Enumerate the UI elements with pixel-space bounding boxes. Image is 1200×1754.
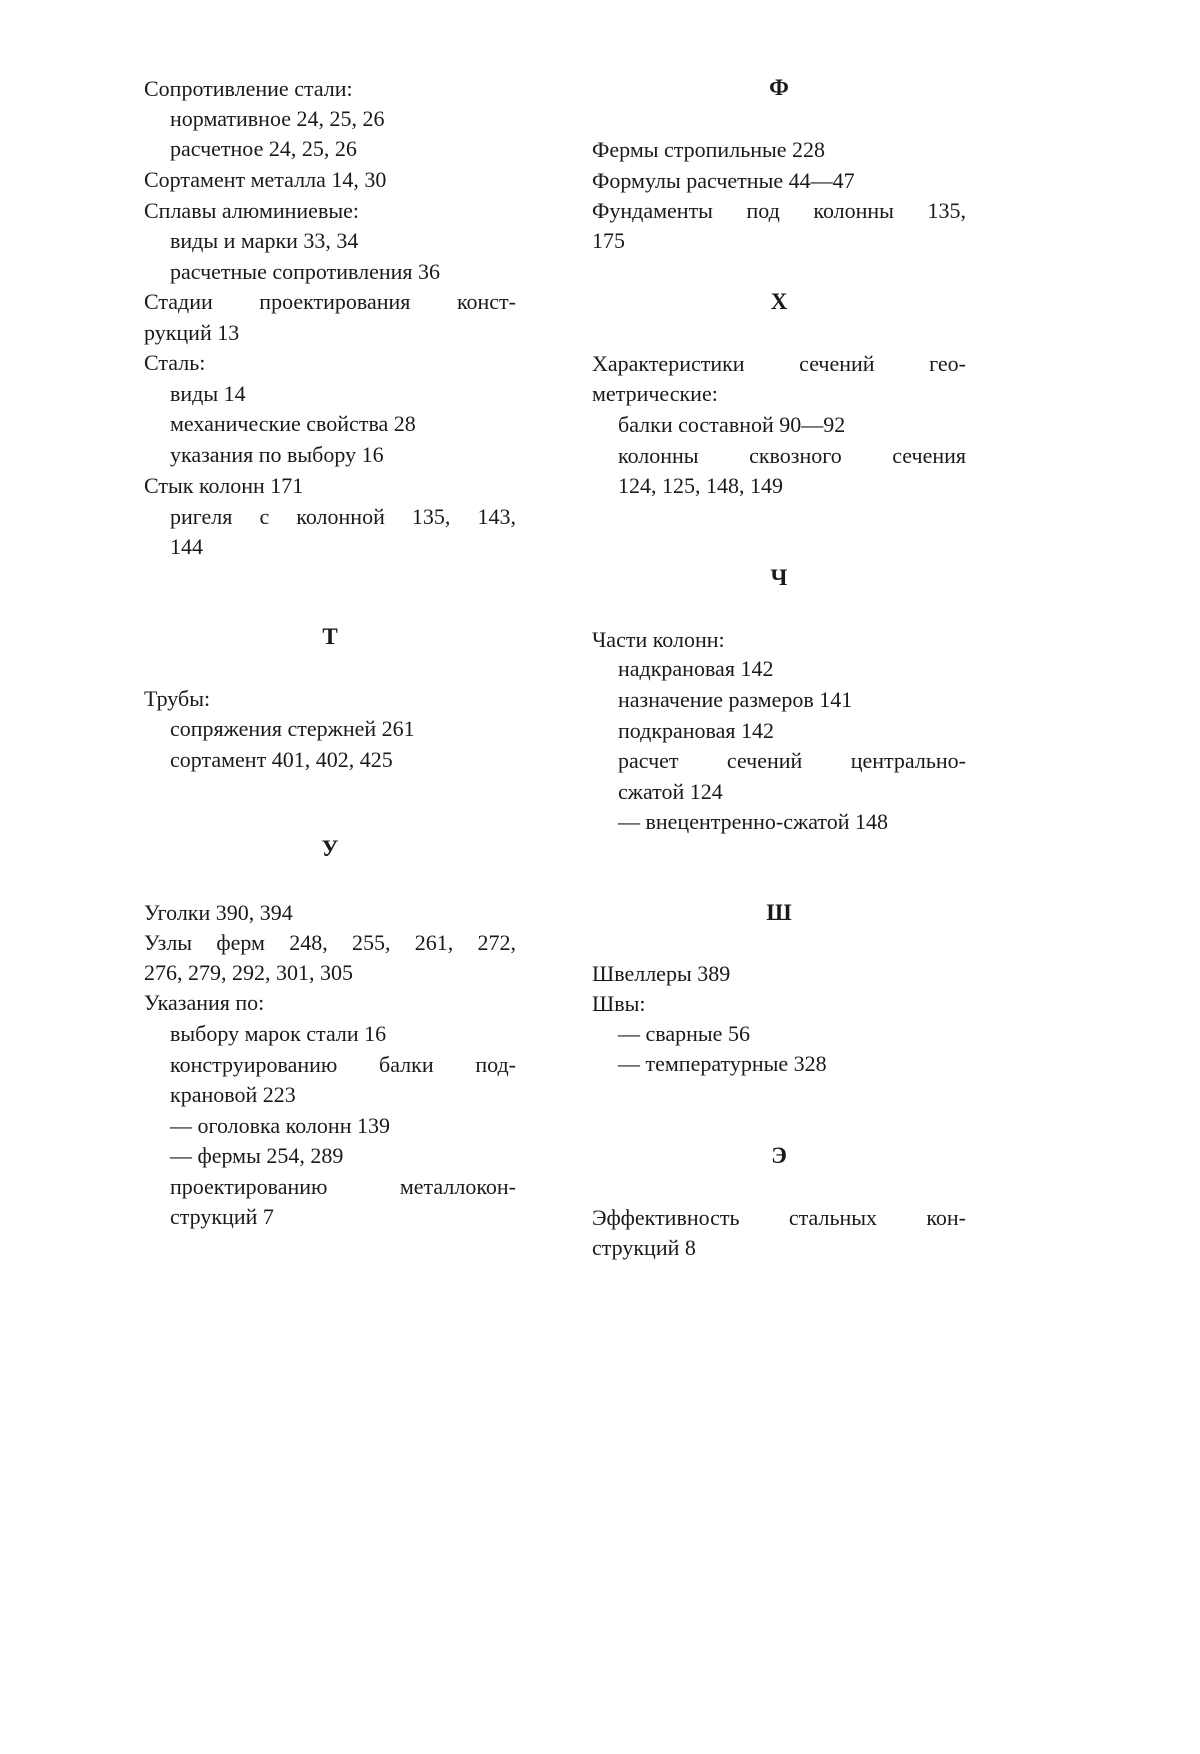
index-subentry: — внецентренно-сжатой 148 xyxy=(618,809,889,834)
index-subentry: колонны сквозного сечения xyxy=(618,443,966,468)
index-subentry: расчет сечений центрально- xyxy=(618,748,966,773)
index-subentry: нормативное 24, 25, 26 xyxy=(170,106,385,131)
index-entry-continuation: рукций 13 xyxy=(144,320,240,345)
index-subentry: виды и марки 33, 34 xyxy=(170,228,359,253)
index-entry: Сопротивление стали: xyxy=(144,76,353,101)
index-entry: Части колонн: xyxy=(592,627,725,652)
index-subentry: сортамент 401, 402, 425 xyxy=(170,747,393,772)
index-subentry: расчетное 24, 25, 26 xyxy=(170,136,357,161)
index-subentry: — сварные 56 xyxy=(618,1021,750,1046)
index-entry: Сталь: xyxy=(144,350,206,375)
index-subentry-continuation: струкций 7 xyxy=(170,1204,274,1229)
index-entry: Уголки 390, 394 xyxy=(144,900,293,925)
index-entry: Трубы: xyxy=(144,686,211,711)
section-letter-h: Х xyxy=(770,289,788,314)
section-letter-u: У xyxy=(321,836,339,861)
index-entry: Сплавы алюминиевые: xyxy=(144,198,359,223)
index-entry: Фундаменты под колонны 135, xyxy=(592,198,966,223)
section-letter-e: Э xyxy=(771,1143,787,1168)
index-entry: Формулы расчетные 44—47 xyxy=(592,168,855,193)
index-entry: Сортамент металла 14, 30 xyxy=(144,167,387,192)
index-subentry: подкрановая 142 xyxy=(618,718,775,743)
index-subentry-continuation: 124, 125, 148, 149 xyxy=(618,473,783,498)
index-subentry: балки составной 90—92 xyxy=(618,412,846,437)
index-subentry: конструированию балки под- xyxy=(170,1052,516,1077)
section-letter-ch: Ч xyxy=(770,565,788,590)
section-letter-f: Ф xyxy=(769,75,789,100)
index-entry: Швы: xyxy=(592,991,646,1016)
index-subentry: — температурные 328 xyxy=(618,1051,827,1076)
index-entry: Характеристики сечений гео- xyxy=(592,351,966,376)
index-subentry: назначение размеров 141 xyxy=(618,687,853,712)
index-entry: Эффективность стальных кон- xyxy=(592,1205,966,1230)
index-subentry: указания по выбору 16 xyxy=(170,442,384,467)
index-entry-continuation: струкций 8 xyxy=(592,1235,696,1260)
index-subentry: выбору марок стали 16 xyxy=(170,1021,387,1046)
section-letter-t: Т xyxy=(322,624,338,649)
index-subentry: виды 14 xyxy=(170,381,246,406)
index-subentry: — оголовка колонн 139 xyxy=(170,1113,390,1138)
index-subentry-continuation: крановой 223 xyxy=(170,1082,296,1107)
index-subentry: расчетные сопротивления 36 xyxy=(170,259,440,284)
index-subentry: — фермы 254, 289 xyxy=(170,1143,344,1168)
index-subentry-continuation: 144 xyxy=(170,534,203,559)
index-entry: Указания по: xyxy=(144,990,265,1015)
index-subentry: надкрановая 142 xyxy=(618,656,774,681)
index-subentry-continuation: сжатой 124 xyxy=(618,779,723,804)
index-entry-continuation: метрические: xyxy=(592,381,718,406)
index-entry-continuation: 175 xyxy=(592,228,625,253)
index-entry: Стадии проектирования конст- xyxy=(144,289,516,314)
index-entry: Узлы ферм 248, 255, 261, 272, xyxy=(144,930,516,955)
index-subentry: проектированию металлокон- xyxy=(170,1174,516,1199)
index-entry-continuation: 276, 279, 292, 301, 305 xyxy=(144,960,353,985)
index-entry: Фермы стропильные 228 xyxy=(592,137,826,162)
index-subentry: сопряжения стержней 261 xyxy=(170,716,415,741)
index-entry: Швеллеры 389 xyxy=(592,961,731,986)
index-subentry: механические свойства 28 xyxy=(170,411,416,436)
index-entry: Стык колонн 171 xyxy=(144,473,304,498)
section-letter-sh: Ш xyxy=(766,900,792,925)
index-subentry: ригеля с колонной 135, 143, xyxy=(170,504,516,529)
